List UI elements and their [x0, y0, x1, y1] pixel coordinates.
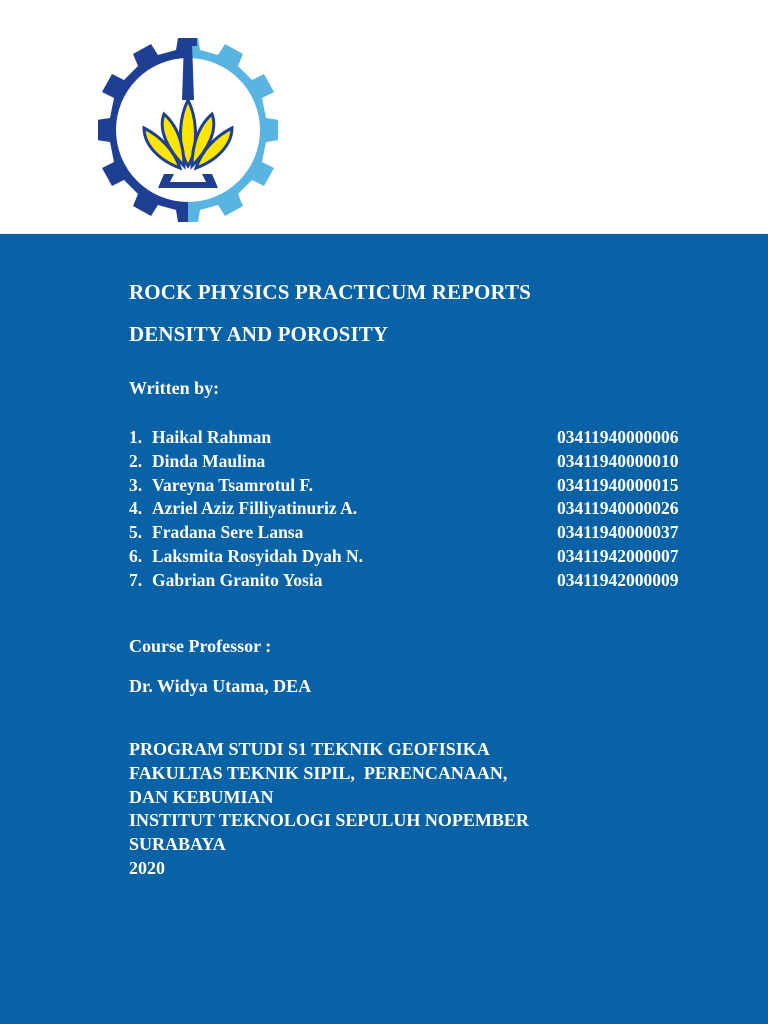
author-student-id: 03411940000015: [557, 474, 679, 495]
author-row: [129, 426, 709, 450]
author-number: 7.: [129, 569, 143, 590]
author-student-id: 03411942000009: [557, 569, 679, 590]
author-row: [129, 474, 709, 498]
author-student-id: 03411940000037: [557, 522, 679, 543]
author-name: Fradana Sere Lansa: [152, 522, 304, 543]
author-name: Gabrian Granito Yosia: [152, 569, 323, 590]
institution-line: INSTITUT TEKNOLOGI SEPULUH NOPEMBER: [129, 810, 529, 831]
author-number: 2.: [129, 450, 143, 471]
header-band: [0, 0, 768, 234]
its-logo-icon: [98, 36, 278, 224]
author-number: 5.: [129, 522, 143, 543]
author-number: 3.: [129, 474, 143, 495]
author-row: [129, 497, 709, 521]
author-row: [129, 521, 709, 545]
author-number: 1.: [129, 427, 143, 447]
author-row: [129, 569, 709, 593]
author-name: Vareyna Tsamrotul F.: [152, 474, 313, 495]
author-row: [129, 545, 709, 569]
institution-line: SURABAYA: [129, 834, 226, 855]
author-student-id: 03411940000010: [557, 450, 679, 471]
author-student-id: 03411940000026: [557, 498, 679, 519]
author-name: Haikal Rahman: [152, 427, 272, 447]
professor-name: Dr. Widya Utama, DEA: [129, 676, 312, 696]
cover-panel: [0, 234, 768, 1024]
author-student-id: 03411942000007: [557, 545, 679, 566]
report-subtitle: DENSITY AND POROSITY: [129, 322, 389, 346]
professor-label: Course Professor :: [129, 636, 272, 656]
institution-line: 2020: [129, 857, 165, 878]
author-number: 6.: [129, 545, 143, 566]
author-name: Laksmita Rosyidah Dyah N.: [152, 545, 364, 566]
written-by-label: Written by:: [129, 378, 220, 398]
institution-line: DAN KEBUMIAN: [129, 786, 274, 807]
author-list: [129, 426, 709, 593]
report-title: ROCK PHYSICS PRACTICUM REPORTS: [129, 280, 531, 304]
author-row: [129, 450, 709, 474]
author-number: 4.: [129, 498, 143, 519]
author-name: Azriel Aziz Filliyatinuriz A.: [152, 498, 358, 519]
institution-line: PROGRAM STUDI S1 TEKNIK GEOFISIKA: [129, 739, 490, 759]
institution-block: [129, 738, 529, 881]
author-student-id: 03411940000006: [557, 427, 679, 447]
institution-line: FAKULTAS TEKNIK SIPIL, PERENCANAAN,: [129, 762, 508, 783]
author-name: Dinda Maulina: [152, 450, 266, 471]
